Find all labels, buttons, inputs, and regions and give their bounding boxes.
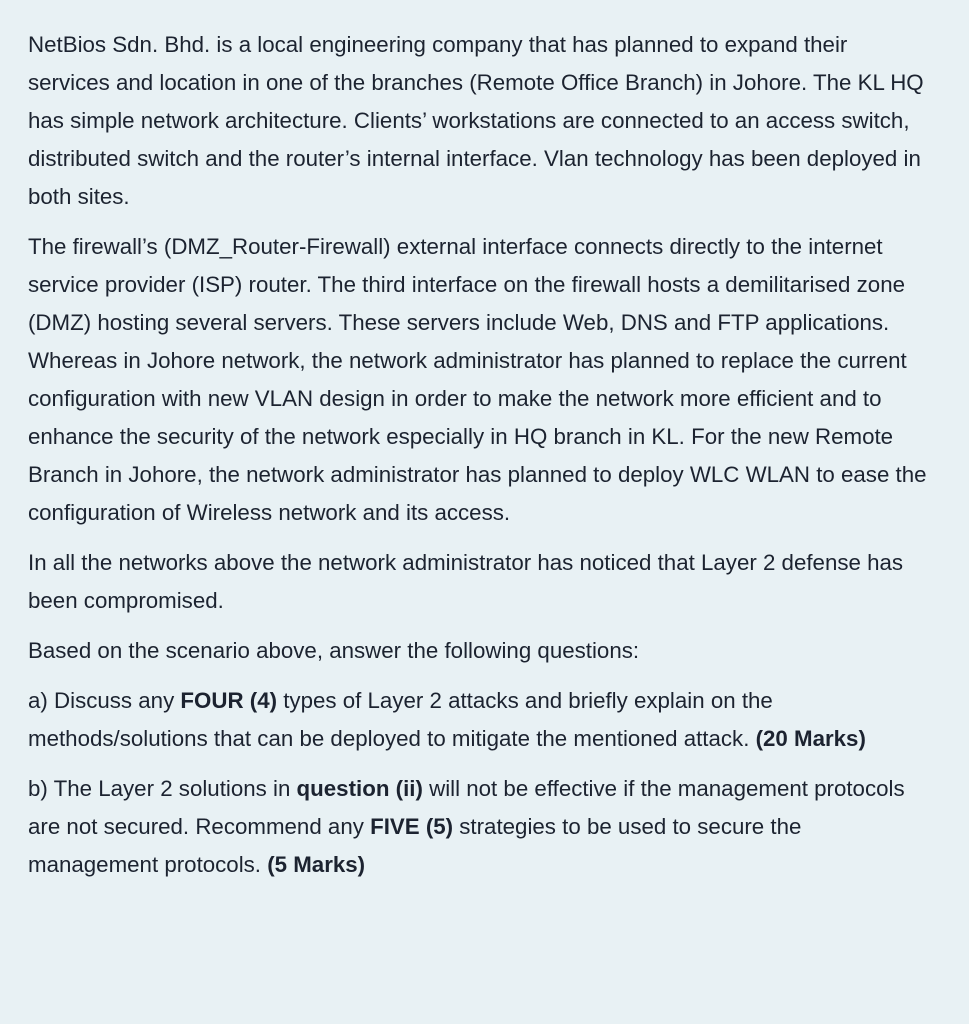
- scenario-paragraph-1: NetBios Sdn. Bhd. is a local engineering company that has planned to expand their services and location in one of the branches (Remote Office Branch) in Johore. The KL HQ has simple network architecture. Clients’ workstations are connected to an access switch, distributed switch and the router’s internal interface. Vlan technology has been deployed in both sites.: [28, 32, 924, 209]
- question-b-prefix: b) The Layer 2 solutions in: [28, 776, 297, 801]
- question-b-text-2: strategies to be used to secure the management protocols.: [28, 814, 802, 877]
- question-b-text-1: will not be effective if the management protocols are not secured. Recommend any: [28, 776, 905, 839]
- question-b-reference: question (ii): [296, 776, 423, 801]
- question-b-count: FIVE (5): [370, 814, 454, 839]
- question-b-marks: (5 Marks): [267, 852, 366, 877]
- scenario-paragraph-3: In all the networks above the network administrator has noticed that Layer 2 defense has been compromised.: [28, 550, 904, 613]
- instructions-paragraph: Based on the scenario above, answer the following questions:: [28, 638, 640, 663]
- question-b: [28, 770, 935, 884]
- question-a-count: FOUR (4): [180, 688, 278, 713]
- question-a-text: types of Layer 2 attacks and briefly explain on the methods/solutions that can be deployed to mitigate the mentioned attack.: [28, 688, 773, 751]
- question-a-prefix: a) Discuss any: [28, 688, 181, 713]
- question-a: [28, 682, 935, 758]
- question-a-marks: (20 Marks): [755, 726, 866, 751]
- scenario-paragraph-2: The firewall’s (DMZ_Router-Firewall) external interface connects directly to the internet service provider (ISP) router. The third interface on the firewall hosts a demilitarised zone (DMZ) hosting several servers. These servers include Web, DNS and FTP applications. Whereas in Johore network, the network administrator has planned to replace the current configuration with new VLAN design in order to make the network more efficient and to enhance the security of the network especially in HQ branch in KL. For the new Remote Branch in Johore, the network administrator has planned to deploy WLC WLAN to ease the configuration of Wireless network and its access.: [28, 234, 927, 525]
